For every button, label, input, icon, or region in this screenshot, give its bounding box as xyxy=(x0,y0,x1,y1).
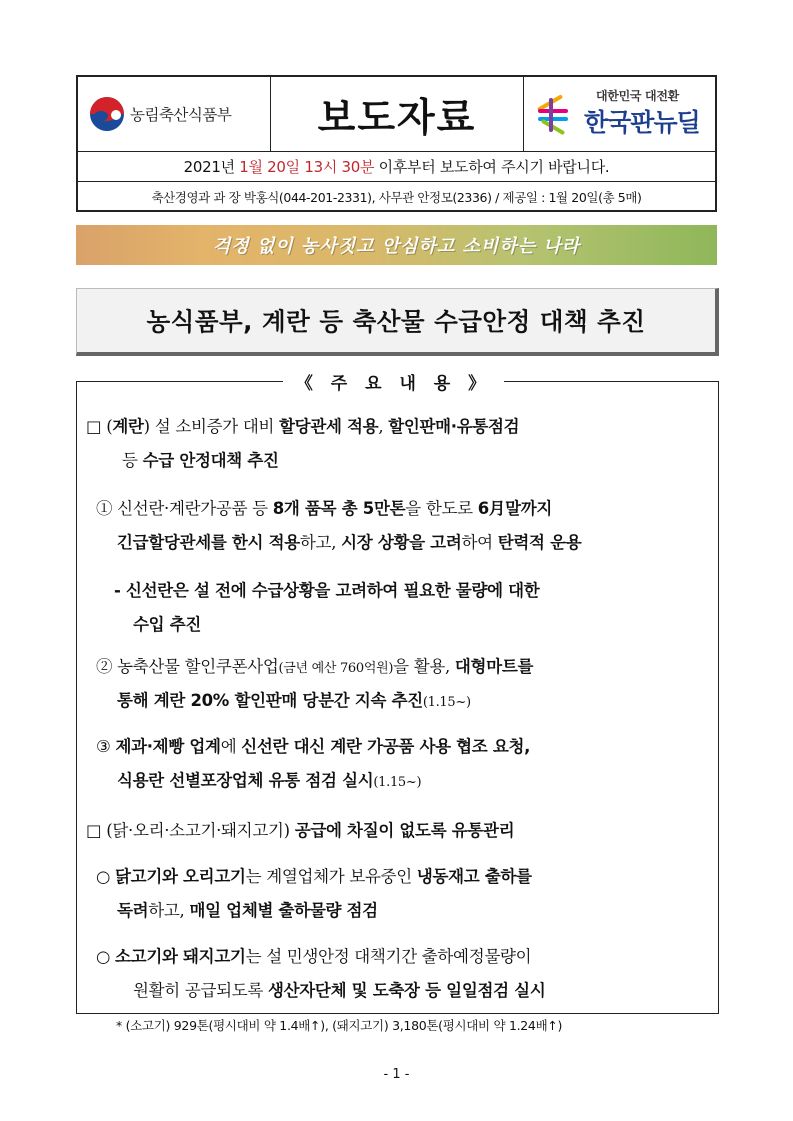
header-top-row xyxy=(78,77,715,152)
contact-info: 축산경영과 과 장 박홍식(044-201-2331), 사무관 안정모(2336) / 제공일 : 1월 20일(총 5매) xyxy=(151,190,642,205)
egg-item1-sub-line1: - 신선란은 설 전에 수급상황을 고려하여 필요한 물량에 대한 xyxy=(114,581,540,600)
doc-type-cell xyxy=(271,77,524,152)
meat-item2-line1: ○ 소고기와 돼지고기는 설 민생안정 대책기간 출하예정물량이 xyxy=(96,947,532,966)
meat-item1-line2: 독려하고, 매일 업체별 출하물량 점검 xyxy=(117,901,378,920)
meat-item1-line1: ○ 닭고기와 오리고기는 계열업체가 보유중인 냉동재고 출하를 xyxy=(96,867,532,886)
footnote: * (소고기) 929톤(평시대비 약 1.4배↑), (돼지고기) 3,180톤(평시대비 약 1.24배↑) xyxy=(116,1018,563,1033)
egg-item1-line2: 긴급할당관세를 한시 적용하고, 시장 상황을 고려하여 탄력적 운용 xyxy=(117,533,582,552)
egg-item1-line1: ① 신선란·계란가공품 등 8개 품목 총 5만톤을 한도로 6月말까지 xyxy=(96,499,553,518)
ministry-logo xyxy=(90,97,231,131)
egg-item1-sub-line2: 수입 추진 xyxy=(133,615,202,634)
slogan-banner xyxy=(76,225,717,265)
egg-item2-line2: 통해 계란 20% 할인판매 당분간 지속 추진(1.15~) xyxy=(117,691,471,710)
page-title: 농식품부, 계란 등 축산물 수급안정 대책 추진 xyxy=(76,288,719,356)
summary-heading: 《 주 요 내 용 》 xyxy=(295,374,492,394)
new-deal-icon xyxy=(534,95,574,135)
press-release-header xyxy=(76,75,717,212)
campaign-cell xyxy=(524,77,717,152)
egg-item2-line1: ② 농축산물 할인쿠폰사업(금년 예산 760억원)을 활용, 대형마트를 xyxy=(96,657,534,676)
embargo-prefix: 2021년 xyxy=(183,158,240,176)
embargo-notice xyxy=(78,152,715,182)
bullet-meat-line1: □ (닭·오리·소고기·돼지고기) 공급에 차질이 없도록 유통관리 xyxy=(86,821,515,840)
government-emblem-icon xyxy=(90,97,124,131)
ministry-cell xyxy=(78,77,271,152)
doc-type-title: 보도자료 xyxy=(317,95,477,141)
slogan-text: 걱정 없이 농사짓고 안심하고 소비하는 나라 xyxy=(212,236,581,257)
meat-item2-line2: 원활히 공급되도록 생산자단체 및 도축장 등 일일점검 실시 xyxy=(133,981,546,1000)
campaign-tagline: 대한민국 대전환 xyxy=(596,89,679,103)
egg-item3-line1: ③ 제과·제빵 업계에 신선란 대신 계란 가공품 사용 협조 요청, xyxy=(96,737,531,756)
page-number: - 1 - xyxy=(383,1067,410,1082)
bullet-egg-line2: 등 수급 안정대책 추진 xyxy=(122,451,279,470)
embargo-datetime: 1월 20일 13시 30분 xyxy=(239,158,375,176)
campaign-name: 한국판뉴딜 xyxy=(584,108,700,137)
egg-item3-line2: 식용란 선별포장업체 유통 점검 실시(1.15~) xyxy=(117,771,422,790)
embargo-suffix: 이후부터 보도하여 주시기 바랍니다. xyxy=(374,158,610,176)
bullet-egg-line1: □ (계란) 설 소비증가 대비 할당관세 적용, 할인판매·유통점검 xyxy=(86,417,520,436)
ministry-name: 농림축산식품부 xyxy=(130,106,232,124)
